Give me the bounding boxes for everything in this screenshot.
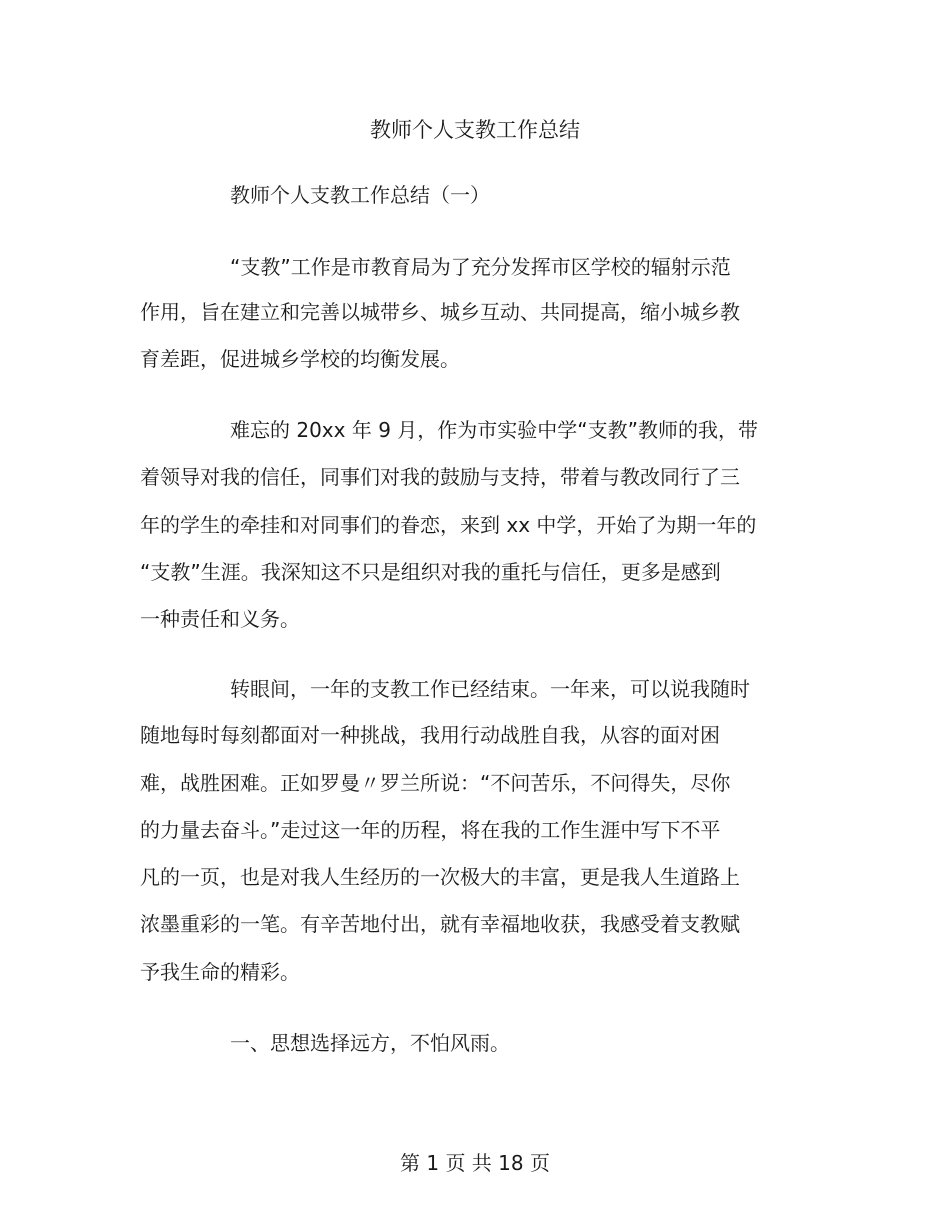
paragraph-3-line-7: 予我生命的精彩。 — [140, 960, 300, 984]
paragraph-2-line-3: 年的学生的牵挂和对同事们的眷恋，来到 xx 中学，开始了为期一年的 — [140, 513, 757, 537]
paragraph-3-line-1: 转眼间，一年的支教工作已经结束。一年来，可以说我随时 — [230, 677, 750, 701]
paragraph-2-line-4: “支教”生涯。我深知这不只是组织对我的重托与信任，更多是感到 — [140, 560, 721, 584]
section-heading-1: 一、思想选择远方，不怕风雨。 — [230, 1031, 510, 1055]
page-number-footer: 第 1 页 共 18 页 — [400, 1151, 550, 1175]
paragraph-1-line-1: “支教”工作是市教育局为了充分发挥市区学校的辐射示范 — [230, 255, 731, 279]
paragraph-3-line-6: 浓墨重彩的一笔。有辛苦地付出，就有幸福地收获，我感受着支教赋 — [140, 912, 740, 936]
section-subtitle: 教师个人支教工作总结（一） — [230, 183, 490, 207]
paragraph-2-line-1: 难忘的 20xx 年 9 月，作为市实验中学“支教”教师的我，带 — [230, 418, 758, 442]
paragraph-3-line-2: 随地每时每刻都面对一种挑战，我用行动战胜自我，从容的面对困 — [140, 723, 720, 747]
paragraph-3-line-5: 凡的一页，也是对我人生经历的一次极大的丰富，更是我人生道路上 — [140, 865, 740, 889]
paragraph-1-line-2: 作用，旨在建立和完善以城带乡、城乡互动、共同提高，缩小城乡教 — [140, 300, 740, 324]
paragraph-2-line-2: 着领导对我的信任，同事们对我的鼓励与支持，带着与教改同行了三 — [140, 465, 740, 489]
paragraph-2-line-5: 一种责任和义务。 — [140, 607, 300, 631]
paragraph-3-line-4: 的力量去奋斗。”走过这一年的历程，将在我的工作生涯中写下不平 — [140, 818, 721, 842]
paragraph-1-line-3: 育差距，促进城乡学校的均衡发展。 — [140, 347, 460, 371]
paragraph-3-line-3: 难，战胜困难。正如罗曼〃罗兰所说：“不问苦乐，不问得失，尽你 — [140, 771, 731, 795]
document-title: 教师个人支教工作总结 — [370, 118, 580, 142]
